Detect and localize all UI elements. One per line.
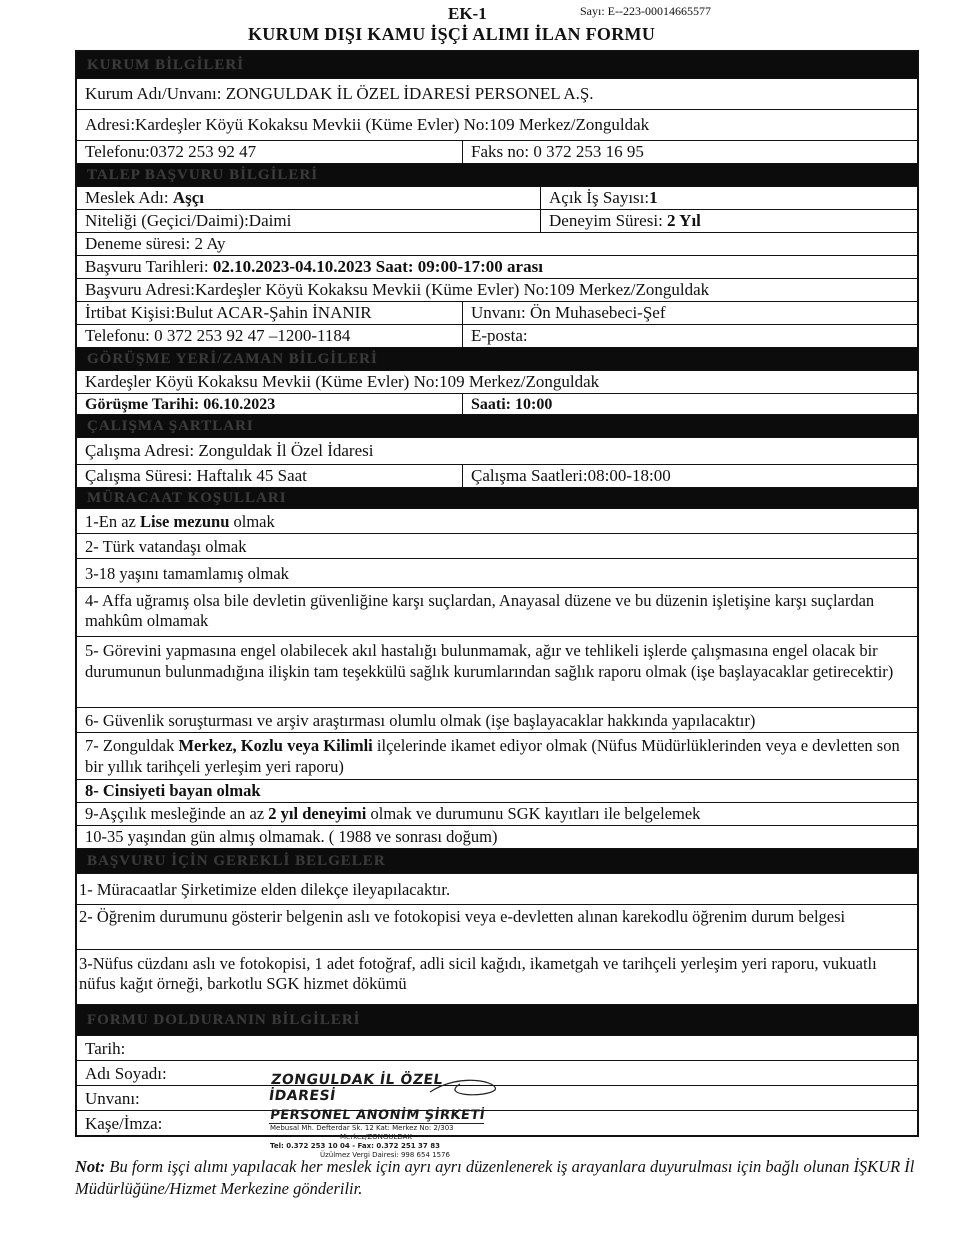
tarih-label: Tarih: xyxy=(85,1039,126,1058)
ek-label: EK-1 xyxy=(448,4,487,23)
deneyim-suresi: Deneyim Süresi: 2 Yıl xyxy=(540,210,917,232)
kosul-3: 3-18 yaşını tamamlamış olmak xyxy=(77,559,917,588)
page-title: KURUM DIŞI KAMU İŞÇİ ALIMI İLAN FORMU xyxy=(248,24,656,44)
section-calisma: ÇALIŞMA ŞARTLARI xyxy=(77,415,917,438)
basvuru-adres-row xyxy=(77,279,917,302)
kosul-5: 5- Görevini yapmasına engel olabilecek akıl hastalığı bulunmamak, ağır ve tehlikeli işlerde çalışmasına engel olacak bir durumunun bulunmadığına ilişkin tam teşekkülü sağlık kurumlarından sağlık raporu olmak (işe başlayacaklar getirecektir) xyxy=(77,637,917,708)
nitelik-row xyxy=(77,210,917,233)
adi-soyadi-label: Adı Soyadı: xyxy=(85,1064,167,1083)
kurum-adi-row xyxy=(77,79,917,110)
deneme-row xyxy=(77,233,917,256)
kosul-7: 7- Zonguldak Merkez, Kozlu veya Kilimli ilçelerinde ikamet ediyor olmak (Nüfus Müdürlüklerinden veya e devletten son bir yıllık tarihçeli yerleşim yeri raporu) xyxy=(77,733,917,780)
kosul-10: 10-35 yaşından gün almış olmamak. ( 1988 ve sonrası doğum) xyxy=(77,826,917,849)
kosul-6: 6- Güvenlik soruşturması ve arşiv araştırması olumlu olmak (işe başlayacaklar hakkında yapılacaktır) xyxy=(77,708,917,733)
form-table xyxy=(75,50,919,1137)
kosul-2: 2- Türk vatandaşı olmak xyxy=(77,534,917,559)
section-kurum: KURUM BİLGİLERİ xyxy=(77,52,917,79)
kosul-8: 8- Cinsiyeti bayan olmak xyxy=(77,780,917,803)
unvan-label: Unvanı: xyxy=(85,1089,140,1108)
niteligi: Niteliği (Geçici/Daimi):Daimi xyxy=(85,211,292,230)
gorusme-adres-row xyxy=(77,371,917,394)
tarih-row xyxy=(77,1036,917,1061)
section-gorusme: GÖRÜŞME YERİ/ZAMAN BİLGİLERİ xyxy=(77,348,917,371)
belge-1: 1- Müracaatlar Şirketimize elden dilekçe ileyapılacaktır. xyxy=(77,874,917,905)
deneme-suresi: Deneme süresi: 2 Ay xyxy=(85,234,226,253)
kase-imza-label: Kaşe/İmza: xyxy=(85,1114,163,1133)
section-kosullar: MÜRACAAT KOŞULLARI xyxy=(77,488,917,509)
kurum-adres-row xyxy=(77,110,917,141)
kosul-4: 4- Affa uğramış olsa bile devletin güvenliğine karşı suçlardan, Anayasal düzene ve bu düzenin işletişine karşı suçlardan mahkûm olmamak xyxy=(77,588,917,637)
meslek-adi: Meslek Adı: Aşçı xyxy=(85,188,205,207)
kurum-telefon-row xyxy=(77,141,917,164)
belge-3: 3-Nüfus cüzdanı aslı ve fotokopisi, 1 adet fotoğraf, adli sicil kağıdı, ikametgah ve tarihçeli yerleşim yeri raporu, vukuatlı nüfus kağıt örneği, barkotlu SGK hizmet dökümü xyxy=(77,950,917,1005)
kurum-telefon: Telefonu:0372 253 92 47 xyxy=(85,142,257,161)
meslek-row xyxy=(77,187,917,210)
kurum-adi: Kurum Adı/Unvanı: ZONGULDAK İL ÖZEL İDARESİ PERSONEL A.Ş. xyxy=(85,84,594,103)
basvuru-adresi: Başvuru Adresi:Kardeşler Köyü Kokaksu Mevkii (Küme Evler) No:109 Merkez/Zonguldak xyxy=(85,280,710,299)
gorusme-adresi: Kardeşler Köyü Kokaksu Mevkii (Küme Evler) No:109 Merkez/Zonguldak xyxy=(85,372,600,391)
footer-note: Not: Bu form işçi alımı yapılacak her meslek için ayrı ayrı düzenlenerek iş arayanlara duyurulması için bağlı olunan İŞKUR İl Müdürlüğüne/Hizmet Merkezine gönderilir. xyxy=(75,1157,915,1198)
calisma-adres-row xyxy=(77,438,917,465)
irtibat-kisisi: İrtibat Kişisi:Bulut ACAR-Şahin İNANIR xyxy=(85,303,372,322)
irtibat-telefon-row xyxy=(77,325,917,348)
document-number: Sayı: E--223-00014665577 xyxy=(580,4,711,18)
calisma-suresi: Çalışma Süresi: Haftalık 45 Saat xyxy=(85,466,307,485)
gorusme-tarihi: Görüşme Tarihi: 06.10.2023 xyxy=(85,396,276,413)
eposta: E-posta: xyxy=(462,325,917,347)
irtibat-row xyxy=(77,302,917,325)
kurum-faks: Faks no: 0 372 253 16 95 xyxy=(462,141,917,163)
kosul-9: 9-Aşçılık mesleğinde an az 2 yıl deneyimi olmak ve durumunu SGK kayıtları ile belgelemek xyxy=(77,803,917,826)
kurum-adres: Adresi:Kardeşler Köyü Kokaksu Mevkii (Küme Evler) No:109 Merkez/Zonguldak xyxy=(85,115,650,134)
section-formu: FORMU DOLDURANIN BİLGİLERİ xyxy=(77,1005,917,1036)
belge-2: 2- Öğrenim durumunu gösterir belgenin aslı ve fotokopisi veya e-devletten alınan karekodlu öğrenim durum belgesi xyxy=(77,905,917,950)
section-belgeler: BAŞVURU İÇİN GEREKLİ BELGELER xyxy=(77,849,917,874)
kosul-1: 1-En az Lise mezunu olmak xyxy=(77,509,917,534)
calisma-saatleri: Çalışma Saatleri:08:00-18:00 xyxy=(462,465,917,487)
irtibat-unvan: Unvanı: Ön Muhasebeci-Şef xyxy=(462,302,917,324)
section-talep: TALEP BAŞVURU BİLGİLERİ xyxy=(77,164,917,187)
basvuru-tarih-row xyxy=(77,256,917,279)
irtibat-telefon: Telefonu: 0 372 253 92 47 –1200-1184 xyxy=(85,326,351,345)
calisma-sure-row xyxy=(77,465,917,488)
gorusme-tarih-row xyxy=(77,394,917,415)
basvuru-tarihleri: Başvuru Tarihleri: 02.10.2023-04.10.2023 Saat: 09:00-17:00 arası xyxy=(85,257,543,276)
calisma-adresi: Çalışma Adresi: Zonguldak İl Özel İdaresi xyxy=(85,441,374,460)
acik-is-sayisi: Açık İş Sayısı:1 xyxy=(540,187,917,209)
gorusme-saati: Saati: 10:00 xyxy=(462,394,917,414)
company-stamp: ZONGULDAK İL ÖZEL İDARESİ PERSONEL ANONİM ŞİRKETİ Mebusal Mh. Defterdar Sk. 12 Kat: Merkez No: 2/303 Merkez/ZONGULDAK Tel: 0.372 253 10 04 - Fax: 0.372 251 37 83 Üzülmez Vergi Dairesi: 998 654 1576 xyxy=(270,1072,510,1160)
signature-icon xyxy=(270,1072,510,1112)
